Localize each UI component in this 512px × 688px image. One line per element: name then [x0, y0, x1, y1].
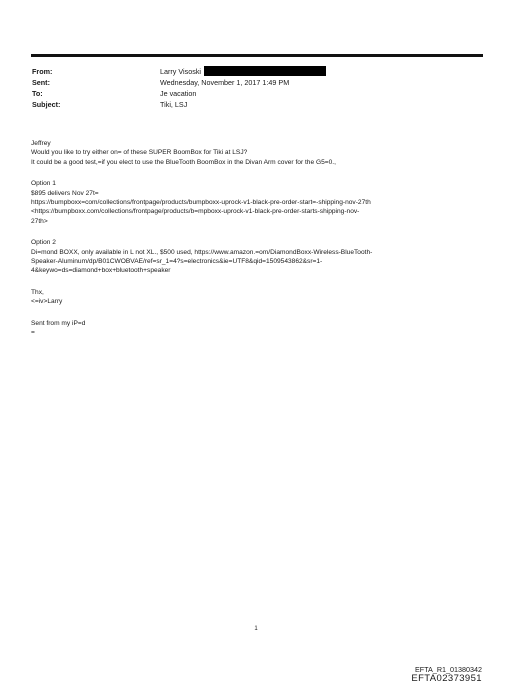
trailing-char: = — [31, 329, 35, 337]
greeting: Jeffrey — [31, 140, 51, 147]
intro-line: Would you like to try either on= of these SUPER BoomBox for Tiki at LSJ? — [31, 149, 248, 157]
from-label: From: — [32, 67, 53, 76]
from-value — [160, 66, 326, 77]
from-row — [32, 66, 482, 77]
sent-from-line: Sent from my iP=d — [31, 319, 86, 327]
closing-paragraph — [31, 288, 485, 307]
closing-signature: <=iv>Larry — [31, 298, 63, 306]
intro-paragraph — [31, 139, 485, 167]
option-1-price: $895 delivers Nov 27t= — [31, 189, 99, 197]
option-2-paragraph — [31, 238, 485, 276]
option-1-link: <https://bumpboxx.com/collections/frontpage/products/b=mpboxx-uprock-v1-black-pre-order-starts-shipping-nov- — [31, 208, 360, 216]
option-1-title: Option 1 — [31, 180, 56, 188]
bates-stamp-1: EFTA_R1_01380342 — [415, 665, 482, 674]
redaction-block — [204, 66, 326, 76]
to-row — [32, 88, 482, 99]
subject-row — [32, 99, 482, 110]
option-2-link: Speaker-Aluminum/dp/B01CWOBVAE/ref=sr_1=4?s=electronics&ie=UTF8&qid=1509543862&sr=1- — [31, 258, 323, 266]
email-body — [31, 139, 485, 350]
closing-thanks: Thx, — [31, 288, 44, 296]
option-1-link: 27th> — [31, 217, 48, 225]
option-2-link: 4&keywo=ds=diamond+box+bluetooth+speaker — [31, 267, 171, 275]
subject-value: Tiki, LSJ — [160, 100, 188, 109]
to-value: Je vacation — [160, 89, 197, 98]
email-header — [32, 66, 482, 110]
signature-paragraph — [31, 319, 485, 338]
header-rule — [31, 54, 483, 57]
sent-row — [32, 77, 482, 88]
to-label: To: — [32, 89, 43, 98]
option-1-paragraph — [31, 179, 485, 226]
option-1-link: https://bumpboxx=com/collections/frontpage/products/bumpboxx-uprock-v1-black-pre-order-start=-shipping-nov-27th — [31, 199, 371, 207]
from-name: Larry Visoski — [160, 67, 202, 76]
bates-stamp-2: EFTA02373951 — [411, 673, 482, 684]
sent-label: Sent: — [32, 78, 50, 87]
subject-label: Subject: — [32, 100, 61, 109]
intro-line: It could be a good test,=if you elect to use the BlueTooth BoomBox in the Divan Arm cover for the G5=0., — [31, 158, 336, 166]
sent-value: Wednesday, November 1, 2017 1:49 PM — [160, 78, 290, 87]
option-2-title: Option 2 — [31, 239, 56, 247]
option-2-text: Di=mond BOXX, only available in L not XL., $500 used, https://www.amazon.=om/DiamondBoxx-Wireless-BlueTooth- — [31, 248, 373, 256]
page-number: 1 — [254, 626, 258, 632]
